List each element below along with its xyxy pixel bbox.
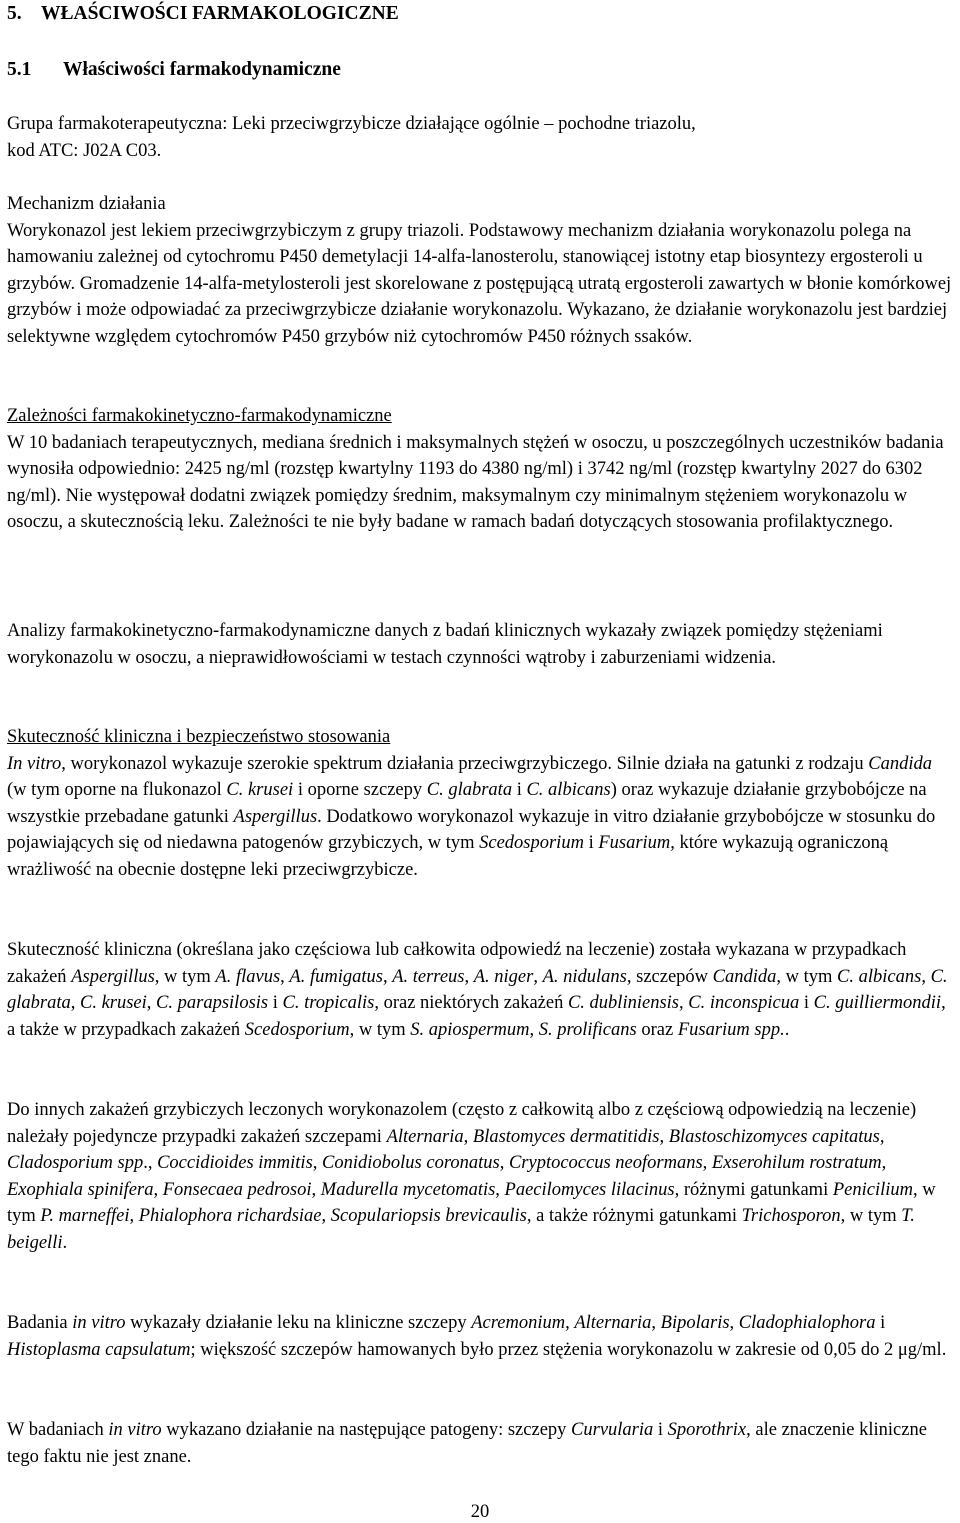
italic-term: Madurella mycetomatis xyxy=(320,1179,496,1200)
text-run: ; większość szczepów hamowanych było przez stężenia worykonazolu w zakresie od 0,05 do 2 μg/ml. xyxy=(190,1339,947,1360)
italic-term: Acremonium xyxy=(471,1313,566,1333)
text-run: , oraz niektórych zakażeń xyxy=(374,993,568,1013)
text-run: Skuteczność kliniczna (określana jako częściowa lub całkowita odpowiedź na leczenie) została wykazana w przypadkach zakażeń xyxy=(7,940,907,987)
italic-term: C. glabrata xyxy=(7,966,948,1013)
text-run: i xyxy=(512,780,527,800)
italic-term: Blastoschizomyces capitatus xyxy=(668,1126,880,1147)
text-run: wykazały działanie leku na kliniczne szczepy xyxy=(125,1313,472,1333)
pkpd-analysis-paragraph: Analizy farmakokinetyczno-farmakodynamiczne danych z badań klinicznych wykazały związek pomiędzy stężeniami worykonazolu w osoczu, a nieprawidłowościami w testach czynności wątroby i zaburzeniami widzenia. xyxy=(7,621,883,668)
in-vitro-strains-paragraph xyxy=(7,1310,953,1363)
pharmacotherapeutic-group xyxy=(7,111,953,165)
efficacy-paragraph xyxy=(7,724,953,883)
text-run: , xyxy=(729,1313,739,1333)
page-number: 20 xyxy=(470,1502,490,1522)
section-number: 5. xyxy=(7,3,22,24)
text-run: ., xyxy=(143,1153,158,1173)
italic-term: Cryptococcus neoformans xyxy=(508,1153,703,1173)
italic-term: Cladosporium spp xyxy=(7,1153,144,1173)
text-run: , xyxy=(146,993,157,1013)
italic-term: Alternaria xyxy=(574,1313,652,1333)
text-run: , xyxy=(311,1179,321,1200)
pkpd-paragraph xyxy=(7,403,953,536)
text-run: , xyxy=(153,1179,163,1200)
text-run: , w tym xyxy=(840,1206,902,1226)
italic-term: A. flavus xyxy=(215,966,281,987)
italic-term: C. albicans xyxy=(837,966,922,987)
text-run: i xyxy=(268,993,283,1013)
italic-term: Aspergillus xyxy=(71,966,155,987)
text-run: , szczepów xyxy=(626,966,713,987)
italic-term: Penicilium xyxy=(832,1179,913,1200)
section-heading xyxy=(7,3,399,25)
text-run: i xyxy=(583,833,599,853)
text-run: . xyxy=(784,1019,790,1040)
italic-term: C. glabrata xyxy=(426,780,513,800)
text-run: , różnymi gatunkami xyxy=(674,1179,833,1200)
italic-term: C. albicans xyxy=(526,780,611,800)
italic-term: S. prolificans xyxy=(538,1019,637,1040)
text-run: , xyxy=(651,1313,661,1333)
in-vitro-pathogens-paragraph xyxy=(7,1417,953,1470)
group-line-2: kod ATC: J02A C03. xyxy=(7,141,162,161)
text-run: , xyxy=(533,966,543,987)
text-run: , które wykazują ograniczoną wrażliwość na obecnie dostępne leki przeciwgrzybicze. xyxy=(7,833,889,880)
italic-term: Bipolaris xyxy=(660,1313,730,1333)
italic-term: Scedosporium xyxy=(244,1019,350,1040)
italic-term: Aspergillus xyxy=(233,806,318,827)
italic-term: Blastomyces dermatitidis xyxy=(472,1126,660,1147)
italic-term: C. guilliermondii xyxy=(813,993,942,1013)
text-run: , xyxy=(463,1126,473,1147)
text-run: i oporne szczepy xyxy=(293,780,427,800)
pkpd-heading: Zależności farmakokinetyczno-farmakodynamiczne xyxy=(7,406,392,426)
italic-term: C. parapsilosis xyxy=(156,993,269,1013)
text-run: , xyxy=(464,966,474,987)
text-run: , xyxy=(702,1153,712,1173)
subsection-number: 5.1 xyxy=(7,59,32,80)
italic-term: Fusarium spp. xyxy=(677,1019,785,1040)
text-run: , xyxy=(678,993,689,1013)
text-run: Do innych zakażeń grzybiczych leczonych worykonazolem (często z całkowitą albo z częściową odpowiedzią na leczenie) należały pojedyncze przypadki zakażeń szczepami xyxy=(7,1100,917,1147)
italic-term: A. fumigatus xyxy=(289,966,383,987)
clinical-efficacy-paragraph xyxy=(7,937,953,1043)
italic-term: Scopulariopsis brevicaulis xyxy=(330,1206,527,1226)
italic-term: T. beigelli xyxy=(7,1206,915,1253)
text-run: , w tym xyxy=(7,1179,936,1226)
italic-term: Phialophora richardsiae xyxy=(138,1206,322,1226)
italic-term: Curvularia xyxy=(571,1420,654,1440)
text-run: . Dodatkowo worykonazol wykazuje in vitro działanie grzybobójcze w stosunku do pojawiających się od niedawna patogenów grzybiczych, w tym xyxy=(7,806,936,853)
pkpd-text: W 10 badaniach terapeutycznych, mediana średnich i maksymalnych stężeń w osoczu, u poszczególnych uczestników badania wynosiła odpowiednio: 2425 ng/ml (rozstęp kwartylny 1193 do 4380 ng/ml) i 3742 ng/ml (rozstęp kwartylny 2027 do 6302 ng/ml). Nie występował dodatni związek pomiędzy średnim, maksymalnym czy minimalnym stężeniem worykonazolu w osoczu, a skutecznością leku. Zależności te nie były badane w ramach badań dotyczących stosowania profilaktycznego. xyxy=(7,432,944,532)
italic-term: Trichosporon xyxy=(741,1206,841,1226)
text-run: , xyxy=(879,1126,885,1147)
italic-term: A. terreus xyxy=(392,966,465,987)
text-run: , xyxy=(881,1153,887,1173)
text-run: oraz xyxy=(636,1019,678,1040)
italic-term: Cladophialophora xyxy=(738,1313,876,1333)
italic-term: Coccidioides immitis xyxy=(157,1153,313,1173)
italic-term: A. niger xyxy=(473,966,534,987)
italic-term: Candida xyxy=(712,966,777,987)
text-run: , ale znaczenie kliniczne tego faktu nie jest znane. xyxy=(7,1420,927,1467)
other-infections-paragraph xyxy=(7,1097,953,1256)
text-run: , xyxy=(129,1206,139,1226)
text-run: , xyxy=(495,1179,505,1200)
italic-term: Exophiala spinifera xyxy=(7,1179,154,1200)
subsection-heading xyxy=(7,59,341,81)
italic-term: Alternaria xyxy=(386,1126,464,1147)
text-run: wykazano działanie na następujące patogeny: szczepy xyxy=(161,1420,572,1440)
text-run: , xyxy=(321,1206,331,1226)
italic-term: Histoplasma capsulatum xyxy=(7,1339,191,1360)
mechanism-heading: Mechanizm działania xyxy=(7,194,166,214)
text-run: , a także w przypadkach zakażeń xyxy=(7,993,946,1040)
italic-term: A. nidulans xyxy=(542,966,627,987)
text-run: . xyxy=(62,1232,68,1253)
text-run: , xyxy=(70,993,80,1013)
text-run: i xyxy=(799,993,814,1013)
italic-term: Fonsecaea pedrosoi xyxy=(162,1179,312,1200)
italic-term: C. dubliniensis xyxy=(567,993,679,1013)
text-run: , w tym xyxy=(349,1019,411,1040)
italic-term: Exserohilum rostratum xyxy=(711,1153,882,1173)
italic-term: S. apiospermum xyxy=(410,1019,530,1040)
italic-term: in vitro xyxy=(72,1313,126,1333)
text-run: , xyxy=(659,1126,669,1147)
italic-term: P. marneffei xyxy=(40,1206,130,1226)
text-run: Badania xyxy=(7,1313,73,1333)
italic-term: C. krusei xyxy=(79,993,147,1013)
italic-term: Paecilomyces lilacinus xyxy=(504,1179,675,1200)
text-run: (w tym oporne na flukonazol xyxy=(7,780,227,800)
italic-term: in vitro xyxy=(108,1420,162,1440)
text-run: , xyxy=(921,966,931,987)
text-run: W badaniach xyxy=(7,1420,109,1440)
italic-term: C. krusei xyxy=(226,780,294,800)
italic-term: Conidiobolus coronatus xyxy=(322,1153,500,1173)
text-run: , xyxy=(280,966,290,987)
text-run: , a także różnymi gatunkami xyxy=(526,1206,742,1226)
italic-term: In vitro xyxy=(7,753,62,774)
text-run: , xyxy=(312,1153,323,1173)
group-line-1: Grupa farmakoterapeutyczna: Leki przeciwgrzybicze działające ogólnie – pochodne triazolu, xyxy=(7,114,696,134)
mechanism-text: Worykonazol jest lekiem przeciwgrzybiczym z grupy triazoli. Podstawowy mechanizm działania worykonazolu polega na hamowaniu zależnej od cytochromu P450 demetylacji 14-alfa-lanosterolu, stanowiącej istotny etap biosyntezy ergosteroli u grzybów. Gromadzenie 14-alfa-metylosteroli jest skorelowane z postępującą utratą ergosteroli zawartych w błonie komórkowej grzybów i może odpowiadać za przeciwgrzybicze działanie worykonazolu. Wykazano, że działanie worykonazolu jest bardziej selektywne względem cytochromów P450 grzybów niż cytochromów P450 różnych ssaków. xyxy=(7,220,952,347)
text-run: ) oraz wykazuje działanie grzybobójcze na wszystkie przebadane gatunki xyxy=(7,780,927,827)
text-run: i xyxy=(653,1420,668,1440)
text-run: , w tym xyxy=(776,966,838,987)
italic-term: Candida xyxy=(868,753,933,774)
text-run: , xyxy=(382,966,393,987)
italic-term: C. tropicalis xyxy=(282,993,375,1013)
italic-term: Scedosporium xyxy=(479,833,584,853)
text-run: , w tym xyxy=(154,966,216,987)
efficacy-in-vitro-text xyxy=(7,751,953,884)
text-run: , xyxy=(529,1019,539,1040)
italic-term: C. inconspicua xyxy=(688,993,800,1013)
mechanism-paragraph xyxy=(7,191,953,350)
efficacy-heading: Skuteczność kliniczna i bezpieczeństwo stosowania xyxy=(7,727,391,747)
text-run: , xyxy=(565,1313,575,1333)
italic-term: Sporothrix xyxy=(667,1420,747,1440)
italic-term: Fusarium xyxy=(598,833,671,853)
section-title: WŁAŚCIWOŚCI FARMAKOLOGICZNE xyxy=(41,3,399,24)
subsection-title: Właściwości farmakodynamiczne xyxy=(63,59,341,80)
text-run: , worykonazol wykazuje szerokie spektrum działania przeciwgrzybiczego. Silnie działa na gatunki z rodzaju xyxy=(61,753,869,774)
text-run: , xyxy=(499,1153,509,1173)
text-run: i xyxy=(875,1313,886,1333)
